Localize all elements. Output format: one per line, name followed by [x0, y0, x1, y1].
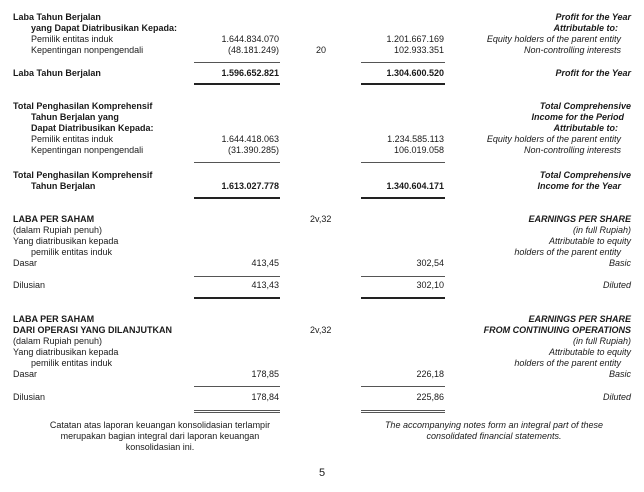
value-prior: 106.019.058	[393, 145, 444, 155]
basic-label-en: Basic	[608, 369, 631, 379]
eps-unit-en: (in full Rupiah)	[572, 225, 631, 235]
value-prior: 1.201.667.169	[386, 34, 444, 44]
note-reference: 2v,32	[310, 325, 332, 335]
value-current: 1.644.834.070	[221, 34, 279, 44]
eps-cont-attrib-id: pemilik entitas induk	[31, 358, 113, 368]
subtotal-rule	[194, 386, 280, 387]
eps-attrib-id: Yang diatribusikan kepada	[13, 236, 119, 246]
row-label-en: Non-controlling interests	[523, 145, 621, 155]
value-current: (31.390.285)	[227, 145, 279, 155]
comprehensive-title-en: Total Comprehensive	[539, 101, 631, 111]
profit-title-en: Profit for the Year	[555, 12, 631, 22]
total-label-id: Laba Tahun Berjalan	[13, 68, 101, 78]
footer-note-en-line: consolidated financial statements.	[426, 431, 562, 441]
total-value-prior: 1.304.600.520	[386, 68, 444, 78]
footer-note-id-line: merupakan bagian integral dari laporan keuangan	[60, 431, 260, 441]
eps-cont-attrib-en: holders of the parent entity	[514, 358, 621, 368]
row-label-id: Kepentingan nonpengendali	[31, 45, 144, 55]
row-label-id: Kepentingan nonpengendali	[31, 145, 144, 155]
diluted-label-en: Diluted	[602, 392, 631, 402]
footer-note-id-line: Catatan atas laporan keuangan konsolidasian terlampir	[49, 420, 271, 430]
subtotal-rule	[361, 162, 445, 163]
footer-note-id	[20, 420, 300, 453]
total-label-id: Tahun Berjalan	[31, 181, 96, 191]
row-label-id: Pemilik entitas induk	[31, 134, 114, 144]
total-rule	[194, 197, 280, 199]
eps-attrib-en: Attributable to equity	[548, 236, 631, 246]
comprehensive-title-en: Income for the Period	[531, 112, 624, 122]
total-double-rule	[361, 410, 445, 413]
total-rule	[361, 297, 445, 299]
eps-title-id: LABA PER SAHAM	[13, 214, 95, 224]
total-rule	[361, 83, 445, 85]
diluted-label-id: Dilusian	[13, 280, 46, 290]
total-value-current: 1.613.027.778	[221, 181, 279, 191]
row-label-en: Equity holders of the parent entity	[486, 134, 621, 144]
total-label-en: Income for the Year	[537, 181, 621, 191]
total-value-prior: 1.340.604.171	[386, 181, 444, 191]
value-current: 1.644.418.063	[221, 134, 279, 144]
basic-label-en: Basic	[608, 258, 631, 268]
eps-cont-unit-id: (dalam Rupiah penuh)	[13, 336, 103, 346]
value-prior: 225,86	[416, 392, 444, 402]
row-label-id: Pemilik entitas induk	[31, 34, 114, 44]
diluted-label-id: Dilusian	[13, 392, 46, 402]
profit-subtitle-id: yang Dapat Diatribusikan Kepada:	[31, 23, 178, 33]
total-rule	[194, 297, 280, 299]
basic-label-id: Dasar	[13, 369, 38, 379]
eps-unit-id: (dalam Rupiah penuh)	[13, 225, 103, 235]
subtotal-rule	[194, 62, 280, 63]
diluted-label-en: Diluted	[602, 280, 631, 290]
comprehensive-title-id: Dapat Diatribusikan Kepada:	[31, 123, 154, 133]
note-reference: 20	[316, 45, 327, 55]
value-prior: 1.234.585.113	[387, 134, 444, 144]
note-reference: 2v,32	[310, 214, 332, 224]
eps-cont-title-en: FROM CONTINUING OPERATIONS	[483, 325, 631, 335]
profit-subtitle-en: Attributable to:	[553, 23, 618, 33]
eps-cont-attrib-id: Yang diatribusikan kepada	[13, 347, 119, 357]
page-number: 5	[318, 467, 326, 479]
total-label-en: Profit for the Year	[555, 68, 631, 78]
total-value-current: 1.596.652.821	[221, 68, 279, 78]
row-label-en: Equity holders of the parent entity	[486, 34, 621, 44]
comprehensive-title-id: Tahun Berjalan yang	[31, 112, 119, 122]
subtotal-rule	[194, 276, 280, 277]
subtotal-rule	[194, 162, 280, 163]
total-rule	[194, 83, 280, 85]
value-current: 178,84	[251, 392, 279, 402]
value-current: 178,85	[251, 369, 279, 379]
total-rule	[361, 197, 445, 199]
basic-label-id: Dasar	[13, 258, 38, 268]
total-label-id: Total Penghasilan Komprehensif	[13, 170, 153, 180]
eps-cont-title-id: LABA PER SAHAM	[13, 314, 95, 324]
comprehensive-title-id: Total Penghasilan Komprehensif	[13, 101, 153, 111]
subtotal-rule	[361, 276, 445, 277]
eps-cont-title-en: EARNINGS PER SHARE	[528, 314, 631, 324]
value-prior: 102.933.351	[393, 45, 444, 55]
eps-attrib-en: holders of the parent entity	[514, 247, 621, 257]
footer-note-id-line: konsolidasian ini.	[125, 442, 195, 452]
eps-cont-attrib-en: Attributable to equity	[548, 347, 631, 357]
value-current: 413,45	[251, 258, 279, 268]
comprehensive-title-en: Attributable to:	[553, 123, 618, 133]
subtotal-rule	[361, 386, 445, 387]
value-prior: 226,18	[416, 369, 444, 379]
row-label-en: Non-controlling interests	[523, 45, 621, 55]
eps-cont-unit-en: (in full Rupiah)	[572, 336, 631, 346]
value-current: (48.181.249)	[227, 45, 279, 55]
subtotal-rule	[361, 62, 445, 63]
value-current: 413,43	[251, 280, 279, 290]
footer-note-en	[354, 420, 634, 442]
total-double-rule	[194, 410, 280, 413]
eps-title-en: EARNINGS PER SHARE	[528, 214, 631, 224]
total-label-en: Total Comprehensive	[539, 170, 631, 180]
value-prior: 302,10	[416, 280, 444, 290]
eps-attrib-id: pemilik entitas induk	[31, 247, 113, 257]
eps-cont-title-id: DARI OPERASI YANG DILANJUTKAN	[13, 325, 173, 335]
value-prior: 302,54	[416, 258, 444, 268]
footer-note-en-line: The accompanying notes form an integral part of these	[384, 420, 604, 430]
profit-title-id: Laba Tahun Berjalan	[13, 12, 101, 22]
